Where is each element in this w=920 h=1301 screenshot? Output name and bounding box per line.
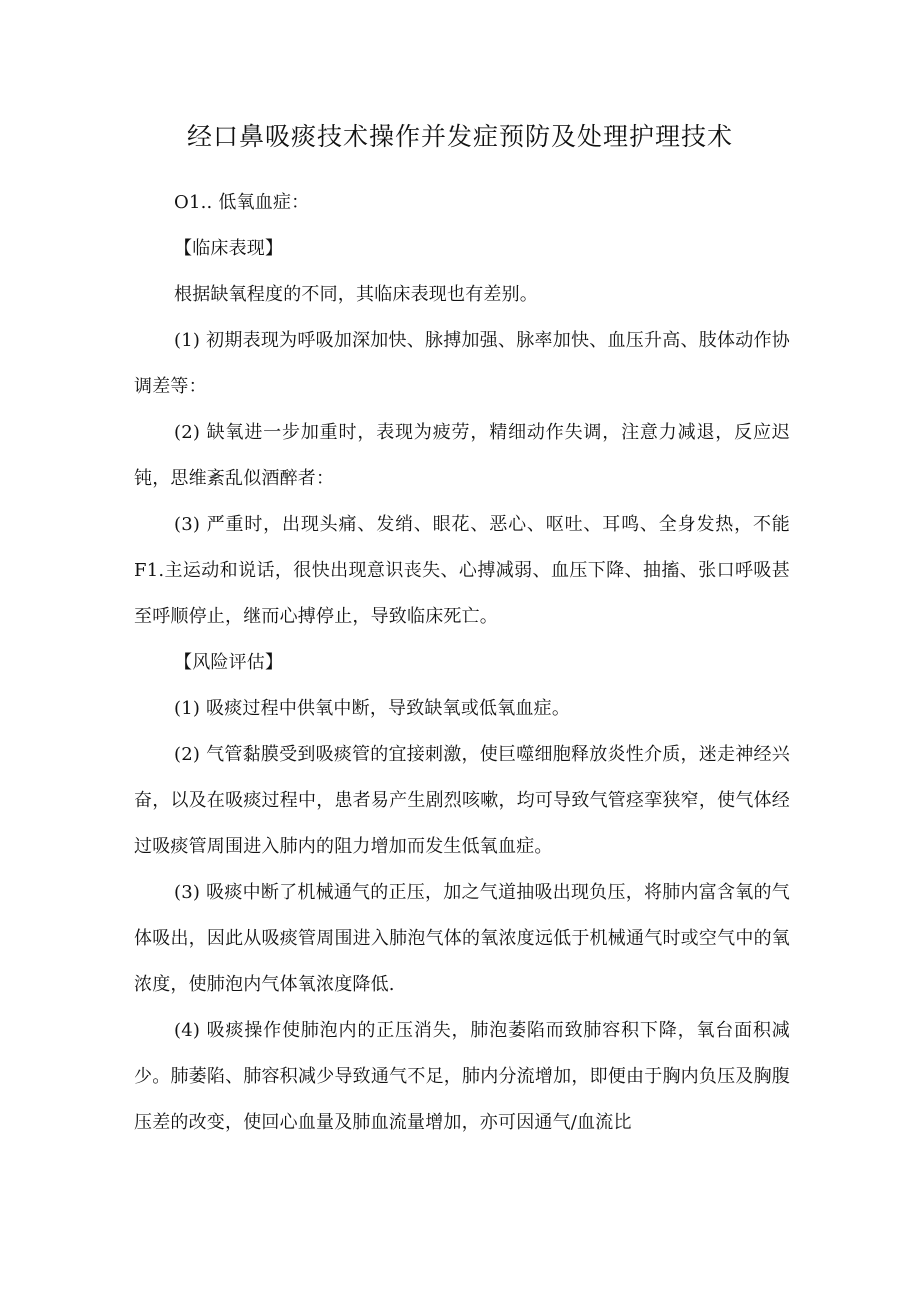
paragraph-risk-1: (1) 吸痰过程中供氧中断，导致缺氧或低氧血症。 — [174, 698, 571, 719]
paragraph-intro: 根据缺氧程度的不同，其临床表现也有差别。 — [174, 284, 538, 305]
paragraph-risk-2: (2) 气管黏膜受到吸痰管的宜接刺激，使巨噬细胞释放炎性介质，迷走神经兴奋，以及在吸痰过程中，患者易产生剧烈咳嗽，均可导致气管痉挛狭窄，使气体经过吸痰管周围进入肺内的阻力增加而发生低氧血症。 — [134, 744, 790, 857]
subheading-risk-assessment: 【风险评估】 — [174, 652, 284, 673]
document-title: 经口鼻吸痰技术操作并发症预防及处理护理技术 — [186, 122, 733, 151]
section-heading-hypoxemia: O1.. 低氧血症： — [174, 192, 310, 213]
paragraph-item-1: (1) 初期表现为呼吸加深加快、脉搏加强、脉率加快、血压升高、肢体动作协调差等： — [134, 330, 790, 397]
paragraph-risk-4: (4) 吸痰操作使肺泡内的正压消失，肺泡萎陷而致肺容积下降，氧台面积减少。肺萎陷、肺容积减少导致通气不足，肺内分流增加，即便由于胸内负压及胸腹压差的改变，使回心血量及肺血流量增加，亦可因通气/血流比 — [134, 1020, 790, 1133]
document-body — [134, 180, 790, 1146]
subheading-clinical-manifestations: 【临床表现】 — [174, 238, 284, 259]
paragraph-item-2: (2) 缺氧进一步加重时，表现为疲劳，精细动作失调，注意力减退，反应迟钝，思维紊乱似酒醉者： — [134, 422, 790, 489]
paragraph-item-3: (3) 严重时，出现头痛、发绡、眼花、恶心、呕吐、耳鸣、全身发热，不能F1.主运动和说话，很快出现意识丧失、心搏减弱、血压下降、抽搐、张口呼吸甚至呼顺停止，继而心搏停止，导致临床死亡。 — [134, 514, 790, 627]
paragraph-risk-3: (3) 吸痰中断了机械通气的正压，加之气道抽吸出现负压，将肺内富含氧的气体吸出，因此从吸痰管周围进入肺泡气体的氧浓度远低于机械通气时或空气中的氧浓度，使肺泡内气体氧浓度降低. — [134, 882, 790, 995]
